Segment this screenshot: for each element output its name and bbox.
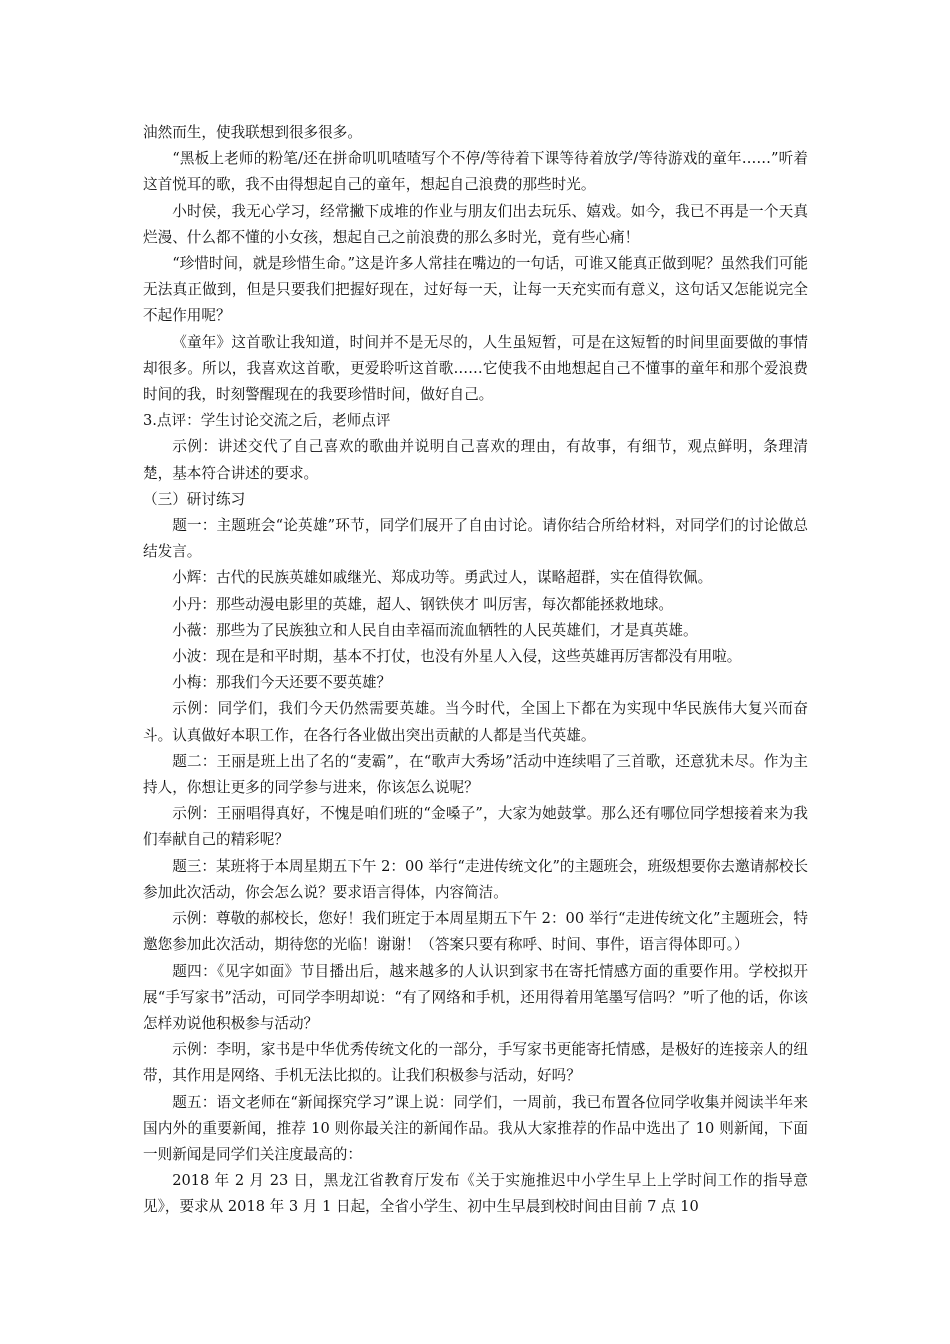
paragraph: 小时侯，我无心学习，经常撇下成堆的作业与朋友们出去玩乐、嬉戏。如今，我已不再是一个天真烂漫、什么都不懂的小女孩，想起自己之前浪费的那么多时光，竟有些心痛！ [143, 202, 808, 246]
paragraph: 题二：王丽是班上出了名的“麦霸”，在“歌声大秀场”活动中连续唱了三首歌，还意犹未尽。作为主持人，你想让更多的同学参与进来，你该怎么说呢？ [143, 752, 808, 797]
paragraph: 题五：语文老师在“新闻探究学习”课上说：同学们，一周前，我已布置各位同学收集并阅读半年来国内外的重要新闻，推荐 10 则你最关注的新闻作品。我从大家推荐的作品中选出了 10 则新闻，下面一则新闻是同学们关注度最高的： [143, 1093, 808, 1163]
paragraph: 题四：《见字如面》节目播出后，越来越多的人认识到家书在寄托情感方面的重要作用。学校拟开展“手写家书”活动，可同学李明却说：“有了网络和手机，还用得着用笔墨写信吗？”听了他的话，你该怎样劝说他积极参与活动？ [143, 962, 808, 1032]
paragraph: 示例：尊敬的郝校长，您好！我们班定于本周星期五下午 2：00 举行“走进传统文化”主题班会，特邀您参加此次活动，期待您的光临！谢谢！（答案只要有称呼、时间、事件，语言得体即可。） [143, 910, 808, 954]
document-body [143, 120, 808, 1221]
paragraph: 示例：王丽唱得真好，不愧是咱们班的“金嗓子”，大家为她鼓掌。那么还有哪位同学想接着来为我们奉献自己的精彩呢？ [143, 805, 808, 849]
paragraph: “珍惜时间，就是珍惜生命。”这是许多人常挂在嘴边的一句话，可谁又能真正做到呢？虽然我们可能无法真正做到，但是只要我们把握好现在，过好每一天，让每一天充实而有意义，这句话又怎能说完全不起作用呢？ [143, 255, 808, 325]
paragraph: （三）研讨练习 [143, 490, 246, 508]
paragraph: 示例：讲述交代了自己喜欢的歌曲并说明自己喜欢的理由，有故事，有细节，观点鲜明，条理清楚，基本符合讲述的要求。 [143, 438, 808, 482]
paragraph: 示例：李明，家书是中华优秀传统文化的一部分，手写家书更能寄托情感，是极好的连接亲人的纽带，其作用是网络、手机无法比拟的。让我们积极参与活动，好吗？ [143, 1041, 808, 1085]
paragraph: 小丹：那些动漫电影里的英雄，超人、钢铁侠才 叫厉害，每次都能拯救地球。 [172, 595, 674, 613]
paragraph: 油然而生，使我联想到很多很多。 [143, 124, 362, 141]
paragraph: 小薇：那些为了民族独立和人民自由幸福而流血牺牲的人民英雄们，才是真英雄。 [172, 621, 698, 639]
paragraph: 《童年》这首歌让我知道，时间并不是无尽的，人生虽短暂，可是在这短暂的时间里面要做的事情却很多。所以，我喜欢这首歌，更爱聆听这首歌……它使我不由地想起自己不懂事的童年和那个爱浪费时间的我，时刻警醒现在的我要珍惜时间，做好自己。 [143, 333, 808, 404]
paragraph: 小辉：古代的民族英雄如戚继光、郑成功等。勇武过人，谋略超群，实在值得钦佩。 [172, 569, 713, 587]
paragraph: 3.点评：学生讨论交流之后，老师点评 [143, 412, 391, 430]
paragraph: “黑板上老师的粉笔/还在拼命叽叽喳喳写个不停/等待着下课等待着放学/等待游戏的童年……”听着这首悦耳的歌，我不由得想起自己的童年，想起自己浪费的那些时光。 [143, 150, 808, 194]
paragraph: 题三：某班将于本周星期五下午 2：00 举行“走进传统文化”的主题班会，班级想要你去邀请郝校长参加此次活动，你会怎么说？要求语言得体，内容简洁。 [143, 857, 808, 901]
paragraph: 2018 年 2 月 23 日，黑龙江省教育厅发布《关于实施推迟中小学生早上上学时间工作的指导意见》，要求从 2018 年 3 月 1 日起，全省小学生、初中生早晨到校时间由目前 7 点 10 [143, 1172, 808, 1216]
paragraph: 小梅：那我们今天还要不要英雄？ [172, 674, 392, 692]
paragraph: 小波：现在是和平时期，基本不打仗，也没有外星人入侵，这些英雄再厉害都没有用啦。 [172, 648, 742, 666]
paragraph: 示例：同学们，我们今天仍然需要英雄。当今时代，全国上下都在为实现中华民族伟大复兴而奋斗。认真做好本职工作，在各行各业做出突出贡献的人都是当代英雄。 [143, 700, 808, 744]
paragraph: 题一：主题班会“论英雄”环节，同学们展开了自由讨论。请你结合所给材料，对同学们的讨论做总结发言。 [143, 517, 808, 561]
